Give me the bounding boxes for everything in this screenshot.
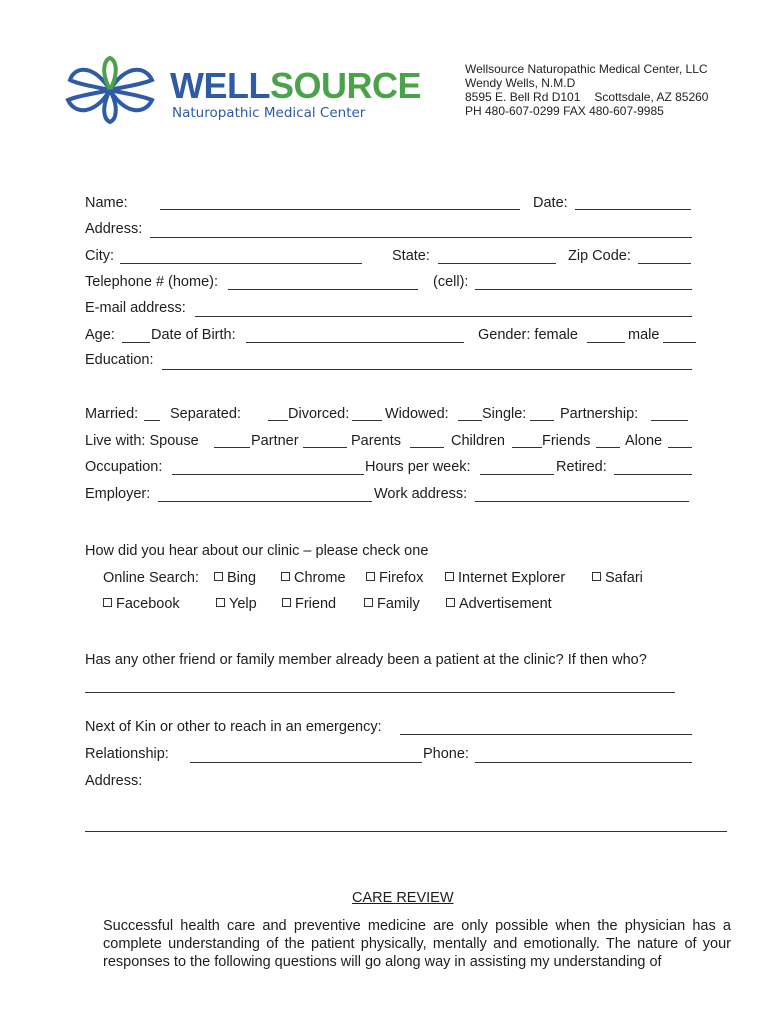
option-safari[interactable]: Safari: [592, 570, 643, 586]
online-search-label: Online Search:: [103, 570, 199, 586]
address-label: Address:: [85, 221, 143, 237]
occupation-label: Occupation:: [85, 459, 163, 475]
male-field[interactable]: [663, 342, 696, 343]
emergency-address-field[interactable]: [85, 831, 727, 832]
parents-label: Parents: [351, 433, 401, 449]
partner-label: Partner: [251, 433, 299, 449]
checkbox-icon: [364, 598, 373, 607]
logo-subtitle: Naturopathic Medical Center: [172, 105, 366, 121]
state-field[interactable]: [438, 263, 556, 264]
logo-word-source: SOURCE: [269, 65, 422, 106]
city-field[interactable]: [120, 263, 362, 264]
partner-field[interactable]: [303, 447, 347, 448]
checkbox-icon: [445, 572, 454, 581]
date-field[interactable]: [575, 209, 691, 210]
zip-field[interactable]: [638, 263, 691, 264]
name-label: Name:: [85, 195, 128, 211]
female-field[interactable]: [587, 342, 625, 343]
cell-field[interactable]: [475, 289, 692, 290]
option-bing[interactable]: Bing: [214, 570, 256, 586]
state-label: State:: [392, 248, 430, 264]
checkbox-icon: [366, 572, 375, 581]
emergency-phone-field[interactable]: [475, 762, 692, 763]
divorced-blank[interactable]: [268, 420, 288, 421]
option-facebook[interactable]: Facebook: [103, 596, 180, 612]
kin-label: Next of Kin or other to reach in an emergency:: [85, 719, 382, 735]
separated-label: Separated:: [170, 406, 241, 422]
married-label: Married:: [85, 406, 139, 422]
telephone-home-field[interactable]: [228, 289, 418, 290]
age-field[interactable]: [122, 342, 150, 343]
zip-label: Zip Code:: [568, 248, 631, 264]
clinic-name: Wellsource Naturopathic Medical Center, LLC: [465, 62, 708, 76]
partnership-label: Partnership:: [560, 406, 639, 422]
employer-field[interactable]: [158, 501, 372, 502]
partnership-field[interactable]: [651, 420, 688, 421]
children-label: Children: [451, 433, 505, 449]
employer-label: Employer:: [85, 486, 151, 502]
address-field[interactable]: [150, 237, 692, 238]
occupation-field[interactable]: [172, 474, 364, 475]
spouse-field[interactable]: [214, 447, 250, 448]
education-label: Education:: [85, 352, 154, 368]
option-advertisement[interactable]: Advertisement: [446, 596, 552, 612]
option-family[interactable]: Family: [364, 596, 420, 612]
checkbox-icon: [281, 572, 290, 581]
single-field[interactable]: [530, 420, 554, 421]
education-field[interactable]: [162, 369, 692, 370]
male-label: male: [628, 327, 660, 343]
retired-field[interactable]: [614, 474, 692, 475]
care-review-text: Successful health care and preventive medicine are only possible when the physician has a complete understanding of the patient physically, mentally and emotionally. The nature of your responses to the following questions will go along way in assisting my understanding of: [103, 918, 731, 970]
clinic-logo: [60, 55, 422, 130]
friends-field[interactable]: [596, 447, 620, 448]
referral-question: How did you hear about our clinic – please check one: [85, 543, 429, 559]
work-address-field[interactable]: [475, 501, 689, 502]
emergency-address-label: Address:: [85, 773, 143, 789]
city-label: City:: [85, 248, 114, 264]
hours-field[interactable]: [480, 474, 554, 475]
married-field[interactable]: [144, 420, 160, 421]
divorced-label: Divorced:: [288, 406, 350, 422]
parents-field[interactable]: [410, 447, 444, 448]
divorced-field[interactable]: [352, 420, 382, 421]
option-firefox[interactable]: Firefox: [366, 570, 423, 586]
retired-label: Retired:: [556, 459, 607, 475]
friends-label: Friends: [542, 433, 591, 449]
clinic-doctor: Wendy Wells, N.M.D: [465, 76, 576, 90]
single-label: Single:: [482, 406, 527, 422]
widowed-field[interactable]: [458, 420, 482, 421]
kin-field[interactable]: [400, 734, 692, 735]
family-patient-field[interactable]: [85, 692, 675, 693]
checkbox-icon: [592, 572, 601, 581]
alone-field[interactable]: [668, 447, 692, 448]
logo-word-well: WELL: [170, 65, 270, 106]
email-label: E-mail address:: [85, 300, 186, 316]
alone-label: Alone: [625, 433, 663, 449]
flower-logo-icon: [60, 55, 160, 125]
option-friend[interactable]: Friend: [282, 596, 336, 612]
email-field[interactable]: [195, 316, 692, 317]
clinic-header: [465, 62, 708, 118]
option-internet-explorer[interactable]: Internet Explorer: [445, 570, 565, 586]
option-chrome[interactable]: Chrome: [281, 570, 346, 586]
name-field[interactable]: [160, 209, 520, 210]
widowed-label: Widowed:: [385, 406, 449, 422]
care-review-title: CARE REVIEW: [352, 890, 454, 906]
option-yelp[interactable]: Yelp: [216, 596, 257, 612]
relationship-field[interactable]: [190, 762, 422, 763]
family-patient-question: Has any other friend or family member already been a patient at the clinic? If then who?: [85, 652, 647, 668]
checkbox-icon: [214, 572, 223, 581]
cell-label: (cell):: [433, 274, 469, 290]
clinic-phone: PH 480-607-0299 FAX 480-607-9985: [465, 104, 664, 118]
checkbox-icon: [216, 598, 225, 607]
relationship-label: Relationship:: [85, 746, 169, 762]
emergency-phone-label: Phone:: [423, 746, 469, 762]
hours-label: Hours per week:: [365, 459, 471, 475]
work-address-label: Work address:: [374, 486, 468, 502]
clinic-address: 8595 E. Bell Rd D101 Scottsdale, AZ 85260: [465, 90, 709, 104]
telephone-home-label: Telephone # (home):: [85, 274, 218, 290]
dob-field[interactable]: [246, 342, 464, 343]
date-label: Date:: [533, 195, 568, 211]
checkbox-icon: [103, 598, 112, 607]
live-with-label: Live with: Spouse: [85, 433, 199, 449]
checkbox-icon: [282, 598, 291, 607]
children-field[interactable]: [512, 447, 542, 448]
age-label: Age:: [85, 327, 115, 343]
dob-label: Date of Birth:: [151, 327, 236, 343]
checkbox-icon: [446, 598, 455, 607]
gender-female-label: Gender: female: [478, 327, 578, 343]
